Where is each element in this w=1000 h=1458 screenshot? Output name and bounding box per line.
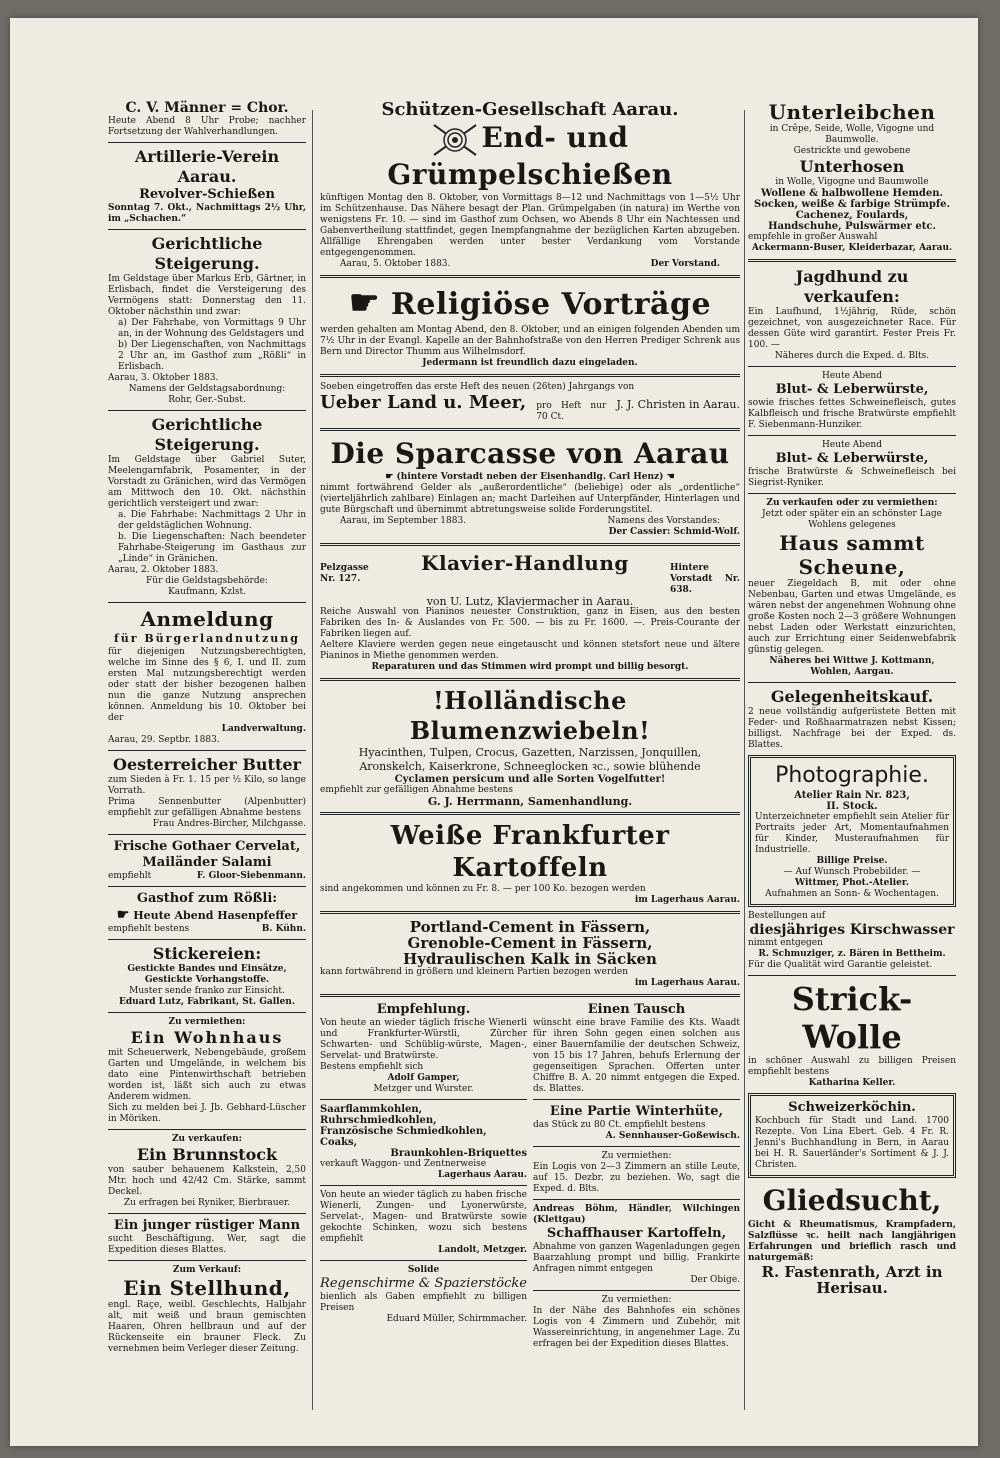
- ad-signature: im Lagerhaus Aarau.: [634, 977, 740, 988]
- ad-mann: [108, 1218, 306, 1256]
- subcolumn-right: [533, 1002, 740, 1350]
- divider: [320, 374, 740, 377]
- ad-text: Handschuhe, Pulswärmer etc.: [768, 221, 936, 232]
- ad-address: Pelzgasse Nr. 127.: [320, 562, 369, 584]
- ad-title: Ein Stellhund,: [123, 1276, 291, 1300]
- ad-text: neuer Ziegeldach B, mit oder ohne Nebenbau, Garten und etwas Umgelände, es wären nebst der angenehmen Wohnung ohne große Kosten noch 2—3 größere Wohnungen nebst Laden oder Werkstatt einzurichten, auch zur Errichtung einer Seidenwebfabrik günstig gelegen.: [748, 579, 956, 655]
- ad-signature: Zu erfragen bei Ryniker, Bierbrauer.: [123, 1198, 291, 1208]
- ad-text: — Auf Wunsch Probebilder. —: [783, 867, 921, 877]
- divider: [320, 678, 740, 681]
- ad-title: Stickereien:: [152, 944, 262, 963]
- ad-cervelat: [108, 839, 306, 882]
- ad-title: Frische Gothaer Cervelat,: [113, 839, 301, 854]
- ad-signature: Näheres bei Wittwe J. Kottmann, Wohlen, Aargau.: [769, 656, 935, 677]
- ad-text: Cachenez, Foulards,: [795, 210, 909, 221]
- ad-signature: Namens des Vorstandes:: [607, 515, 720, 526]
- ad-text: Von heute an wieder täglich frische Wienerli und Frankfurter-Würstli, Zürcher Schwarten- und Schüblig-würste, Magen-, Servelat- und Bratwürste.: [320, 1017, 527, 1061]
- divider: [320, 812, 740, 815]
- ad-pretitle: Zu verkaufen oder zu vermiethen:: [766, 498, 938, 508]
- divider: [108, 1129, 306, 1130]
- ad-text: Ein Logis von 2—3 Zimmern an stille Leute, auf 15. Dezbr. zu beziehen. Wo, sagt die Exped. d. Blts.: [533, 1161, 740, 1194]
- ad-text: Jetzt oder später ein an schönster Lage Wohlens gelegenes: [762, 509, 942, 530]
- ad-unterleibchen: [748, 100, 956, 254]
- ad-winterhuete: [533, 1104, 740, 1142]
- ad-text: 2 neue vollständig aufgerüstete Betten mit Feder- und Roßhaarmatrazen nebst Kissen; billigst. Nachfrage bei der Exped. ds. Blattes.: [748, 707, 956, 750]
- ad-signature: Der Obige.: [690, 1274, 740, 1285]
- ad-item: b. Die Liegenschaften: Nach beendeter Fahrhabe-Steigerung im Gasthaus zur „Linde“ in Gränichen.: [118, 532, 306, 564]
- ad-title: Gerichtliche Steigerung.: [151, 415, 263, 454]
- ad-text: sind angekommen und können zu Fr. 8. — per 100 Ko. bezogen werden: [320, 883, 646, 894]
- ad-title: Oesterreicher Butter: [113, 755, 301, 774]
- ad-text: engl. Raçe, weibl. Geschlechts, Halbjahr alt, mit weiß und braun gemischten Haaren, Ohren hellbraun und auf der Rückenseite ein brauner Fleck. Zu vernehmen beim Verleger dieser Zeitung.: [108, 1300, 306, 1354]
- ad-title: !Holländische Blumenzwiebeln!: [409, 685, 651, 745]
- ad-title: Photographie.: [775, 763, 929, 788]
- ad-text: Im Geldstage über Markus Erb, Gärtner, in Erlisbach, findet die Versteigerung des Vermögens statt: Donnerstag den 11. Oktober nächsthin und zwar:: [108, 274, 306, 317]
- ad-address: (hintere Vorstadt neben der Eisenhandlg. Carl Henz): [396, 471, 664, 482]
- ad-text: empfiehlt: [108, 871, 152, 881]
- ad-title: Jagdhund zu verkaufen:: [795, 267, 909, 306]
- ad-text: Abnahme von ganzen Wagenladungen gegen Baarzahlung prompt und billig. Frankirte Anfragen nimmt entgegen: [533, 1241, 740, 1274]
- ad-text: Soeben eingetroffen das erste Heft des neuen (26ten) Jahrgangs von: [320, 381, 635, 392]
- ad-text: In der Nähe des Bahnhofes ein schönes Logis von 4 Zimmern und Zubehör, mit Wassereinrichtung, in angenehmer Lage. Zu erfragen bei der Expedition dieses Blattes.: [533, 1305, 740, 1349]
- ad-leberwuerste-2: [748, 440, 956, 489]
- ad-text: künftigen Montag den 8. Oktober, von Vormittags 8—12 und Nachmittags von 1—5½ Uhr im Schützenhause. Das Nähere besagt der Plan. Grümpelgaben (in natura) im Werthe von wenigstens Fr. 10. — sind im Gasthof zum Ochsen, wo Abends 8 Uhr ein Nachtessen und Gabenvertheilung stattfindet, gegen Inempfangnahme der bezüglichen Karten abzugeben. Allfällige Ehrengaben werden unter bester Verdankung vom Vorstande entgegengenommen.: [320, 192, 740, 258]
- ad-text: Heute Abend Hasenpfeffer: [133, 909, 298, 922]
- ad-text: Hyacinthen, Tulpen, Crocus, Gazetten, Narzissen, Jonquillen,: [358, 745, 702, 759]
- pointing-hand-icon: ☛: [348, 282, 380, 323]
- divider: [320, 275, 740, 278]
- ad-text: verkauft Waggon- und Zentnerweise: [320, 1158, 487, 1169]
- ad-pretitle: Zum Verkauf:: [172, 1265, 242, 1275]
- divider: [320, 911, 740, 914]
- ad-signature: Kaufmann, Kzlst.: [168, 587, 246, 597]
- ad-pretitle: Heute Abend: [822, 440, 882, 450]
- ad-signature: Rohr, Ger.-Subst.: [168, 395, 246, 405]
- ad-title: Blut- & Leberwürste,: [775, 382, 929, 397]
- newspaper-page: [10, 18, 978, 1446]
- ad-text: Prima Sennenbutter (Alpenbutter) empfiehlt zur gefälligen Abnahme bestens: [108, 797, 306, 818]
- ad-text: bienlich als Gaben empfiehlt zu billigen Preisen: [320, 1291, 527, 1313]
- ad-title: Schützen-Gesellschaft Aarau.: [381, 100, 679, 120]
- ad-schaffhauser: [533, 1204, 740, 1286]
- divider: [748, 435, 956, 436]
- ad-signature: im Lagerhaus Aarau.: [634, 894, 740, 905]
- ad-date: Aarau, 5. Oktober 1883.: [340, 258, 451, 269]
- ad-text: Gestickte Bandes und Einsätze, Gestickte Vorhangstoffe.: [127, 964, 287, 985]
- divider: [108, 229, 306, 230]
- ad-text: zum Sieden à Fr. 1. 15 per ½ Kilo, so lange Vorrath.: [108, 775, 306, 796]
- ad-signature: Eduard Müller, Schirmmacher.: [386, 1313, 527, 1324]
- ad-gliedsucht: [748, 1182, 956, 1296]
- divider: [533, 1290, 740, 1291]
- divider: [533, 1199, 740, 1200]
- ad-photographie: [748, 755, 956, 907]
- ad-pretitle: Zu verkaufen:: [171, 1134, 243, 1144]
- ad-title: Strick-Wolle: [791, 980, 913, 1056]
- column-rule: [744, 110, 745, 1410]
- ad-steigerung-suter: [108, 415, 306, 598]
- ad-maennerchor: [108, 100, 306, 138]
- ad-title: Ueber Land u. Meer,: [320, 391, 527, 413]
- ad-pretitle: Zu vermiethen:: [168, 1017, 246, 1027]
- ad-title: Eine Partie Winterhüte,: [549, 1103, 724, 1119]
- ad-text: nimmt entgegen: [748, 938, 823, 948]
- ad-text: Unterzeichneter empfiehlt sein Atelier für Portraits jeder Art, Momentaufnahmen für Kinder, Musteraufnahmen für Industrielle.: [755, 812, 949, 855]
- ad-stickereien: [108, 944, 306, 1008]
- ad-signature: Für die Geldstagsbehörde:: [146, 576, 268, 586]
- column-rule: [312, 110, 313, 1410]
- divider: [108, 939, 306, 940]
- ad-steigerung-erb: [108, 234, 306, 406]
- ad-text: Sonntag 7. Okt., Nachmittags 2½ Uhr, im „Schachen.“: [108, 203, 306, 224]
- ad-text: frische Bratwürste & Schweinefleisch bei Siegrist-Ryniker.: [748, 467, 956, 488]
- divider: [108, 750, 306, 751]
- divider: [108, 1213, 306, 1214]
- ad-text: Aronskelch, Kaiserkrone, Schneeglocken ꝛc., sowie blühende: [359, 759, 701, 773]
- ad-gelegenheitskauf: [748, 687, 956, 751]
- ad-title: Unterhosen: [799, 157, 905, 176]
- ad-sparcasse: [320, 436, 740, 538]
- divider: [533, 1099, 740, 1100]
- ad-text: Reparaturen und das Stimmen wird prompt und billig besorgt.: [371, 661, 689, 672]
- ad-item: a) Der Fahrhabe, von Vormittags 9 Uhr an, in der Wohnung des Geldstagers und: [118, 318, 306, 339]
- ad-item: b) Der Liegenschaften, von Nachmittags 2 Uhr an, im Gasthof zum „Rößli“ in Erlisbach.: [118, 340, 306, 372]
- ad-text: Ein Laufhund, 1½jährig, Rüde, schön gezeichnet, von ausgezeichneter Race. Für dessen Güte wird garantirt. Fester Preis Fr. 100. —: [748, 307, 956, 350]
- ad-address: Atelier Rain Nr. 823,: [794, 790, 910, 801]
- ad-logis2: [533, 1295, 740, 1350]
- ad-subtitle: für Bürgerlandnutzung: [114, 632, 300, 645]
- ad-pretitle: Andreas Böhm, Händler, Wilchingen (Klettgau): [533, 1203, 740, 1225]
- ad-kirschwasser: [748, 911, 956, 971]
- divider: [748, 682, 956, 683]
- ad-price: pro Heft nur 70 Ct.: [536, 400, 607, 422]
- ad-cement: [320, 919, 740, 989]
- ad-title: Gliedsucht,: [762, 1184, 942, 1217]
- ad-text: Coaks,: [320, 1136, 358, 1148]
- ad-date: Aarau, 2. Oktober 1883.: [108, 565, 219, 575]
- pointing-hand-icon: ☛: [385, 471, 394, 482]
- ad-text: wünscht eine brave Familie des Kts. Waadt für ihren Sohn gegen einen solchen aus einer Bauernfamilie der deutschen Schweiz, von 15 bis 17 Jahren, behufs Erlernung der gegenseitigen Sprachen. Offerten unter Chiffre B. A. 20 nimmt entgegen die Exped. ds. Blattes.: [533, 1017, 740, 1094]
- ad-title: Artillerie-Verein Aarau.: [134, 147, 280, 186]
- ad-empfehlung: [320, 1002, 527, 1095]
- ad-signature: R. Schmuziger, z. Bären in Bettheim.: [758, 949, 946, 959]
- ad-text: in Wolle, Vigogne und Baumwolle: [775, 177, 929, 187]
- ad-text: Heute Abend 8 Uhr Probe; nachher Fortsetzung der Wahlverhandlungen.: [108, 116, 306, 137]
- ad-title: Einen Tausch: [587, 1001, 686, 1017]
- ad-tausch: [533, 1002, 740, 1095]
- ad-title: Klavier-Handlung: [421, 550, 629, 575]
- ad-signature: G. J. Herrmann, Samenhandlung.: [427, 794, 633, 808]
- ad-wohnhaus: [108, 1017, 306, 1125]
- ad-date: Aarau, 3. Oktober 1883.: [108, 373, 219, 383]
- ad-kochbuch: [748, 1093, 956, 1178]
- ad-text: empfehle in großer Auswahl: [748, 232, 878, 242]
- divider: [533, 1146, 740, 1147]
- divider: [108, 886, 306, 887]
- ad-text: Braunkohlen-Briquettes: [390, 1147, 527, 1159]
- ad-title: Religiöse Vorträge: [390, 286, 712, 322]
- ad-signature: Sich zu melden bei J. Jb. Gebhard-Lüscher in Möriken.: [108, 1103, 306, 1124]
- ad-signature: Namens der Geldstagsabordnung:: [128, 384, 286, 394]
- ad-title: Gerichtliche Steigerung.: [151, 234, 263, 273]
- ad-vortraege: [320, 283, 740, 369]
- ad-title: Haus sammt Scheune,: [779, 531, 925, 579]
- ad-text: Reiche Auswahl von Pianinos neuester Construktion, ganz in Eisen, aus den besten Fabriken des In- & Auslandes von Fr. 500. — bis zu Fr. 1600. —. Preis-Courante der Fabriken liegen auf.: [320, 606, 740, 639]
- ad-title: Empfehlung.: [376, 1001, 471, 1017]
- ad-date: Aarau, 29. Septbr. 1883.: [108, 735, 220, 745]
- ad-title: Hydraulischen Kalk in Säcken: [403, 949, 657, 968]
- ad-pretitle: Solide: [407, 1264, 440, 1275]
- ad-signature: Wittmer, Phot.-Atelier.: [795, 878, 909, 888]
- ad-ueberland: [320, 382, 740, 423]
- ad-text: empfiehlt zur gefälligen Abnahme bestens: [320, 784, 513, 795]
- divider: [108, 1260, 306, 1261]
- ad-title: Gasthof zum Rößli:: [136, 891, 278, 906]
- ad-leberwuerste-1: [748, 371, 956, 431]
- ad-title: Ein Wohnhaus: [130, 1028, 284, 1047]
- ad-title: diesjähriges Kirschwasser: [749, 922, 955, 938]
- ad-item: a. Die Fahrhabe: Nachmittags 2 Uhr in der geldstäglichen Wohnung.: [118, 510, 306, 531]
- divider: [108, 834, 306, 835]
- ad-text: Gicht & Rheumatismus, Krampfadern, Salzflüsse ꝛc. heilt nach langjährigen Erfahrungen und brieflich rasch und naturgemäß:: [748, 1220, 956, 1263]
- ad-artillerie: [108, 147, 306, 225]
- ad-schuetzen: [320, 100, 740, 270]
- ad-text: in schöner Auswahl zu billigen Preisen empfiehlt bestens: [748, 1056, 956, 1077]
- ad-text: Für die Qualität wird Garantie geleistet.: [748, 960, 933, 970]
- ad-haus-scheune: [748, 498, 956, 678]
- divider: [748, 366, 956, 367]
- ad-text: Aufnahmen an Sonn- & Wochentagen.: [765, 889, 939, 899]
- ad-signature: F. Gloor-Siebenmann.: [196, 871, 306, 881]
- divider: [320, 1099, 527, 1100]
- ad-brunnstock: [108, 1134, 306, 1209]
- ad-subtitle: Revolver-Schießen: [139, 187, 275, 202]
- divider: [320, 994, 740, 997]
- column-left: [108, 100, 306, 1355]
- ad-signature: Landverwaltung.: [221, 724, 306, 734]
- ad-title: C. V. Männer = Chor.: [125, 100, 289, 116]
- ad-text: nimmt fortwährend Gelder als „außerordentliche“ (beliebige) oder als „ordentliche“ (vierteljährlich zahlbare) Einlagen an; macht Darleihen auf Unterpfänder, Hinterlagen und gute Bürgschaft und übernimmt abtretungsweise solide Forderungstitel.: [320, 482, 740, 515]
- divider: [108, 1012, 306, 1013]
- divider: [320, 543, 740, 546]
- divider: [320, 428, 740, 431]
- ad-stellhund: [108, 1265, 306, 1355]
- ad-text: werden gehalten am Montag Abend, den 8. Oktober, und an einigen folgenden Abenden um 7½ Uhr in der Evangl. Kapelle an der Bahnhofstraße von den Herren Prediger Schrenk aus Bern und Director Thumm aus Wilhelmsdorf.: [320, 324, 740, 357]
- ad-text: mit Scheuerwerk, Nebengebäude, großem Garten und Umgelände, in welchem bis dato eine Pintenwirthschaft betrieben worden ist, läßt sich auch zu etwas Anderem widmen.: [108, 1048, 306, 1102]
- ad-text: Ruhrschmiedkohlen,: [320, 1114, 437, 1126]
- ad-signature: Ackermann-Buser, Kleiderbazar, Aarau.: [751, 243, 953, 253]
- ad-headline: End- und Grümpelschießen: [387, 121, 673, 191]
- ad-text: Aeltere Klaviere werden gegen neue eingetauscht und können stetsfort neue und ältere Pianinos in Miethe genommen werden.: [320, 639, 740, 661]
- ad-logis: [533, 1151, 740, 1195]
- ad-text: Gestrickte und gewobene: [793, 146, 911, 156]
- ad-text: von U. Lutz, Klaviermacher in Aarau.: [426, 594, 634, 608]
- ad-pretitle: Zu vermiethen:: [601, 1294, 672, 1305]
- ad-text: Im Geldstage über Gabriel Suter, Meelengarnfabrik, Posamenter, in der Vorstadt zu Gränichen, wird das Vermögen am Mittwoch den 10. Okt. nächsthin gerichtlich versteigert und zwar:: [108, 455, 306, 509]
- ad-title: Gelegenheitskauf.: [770, 687, 934, 706]
- ad-klavier: [320, 551, 740, 673]
- ad-signature: Metzger und Wurster.: [373, 1083, 474, 1094]
- ad-signature: B. Kühn.: [261, 924, 306, 934]
- ad-text: Jedermann ist freundlich dazu eingeladen.: [422, 357, 638, 368]
- ad-date: Aarau, im September 1883.: [340, 515, 467, 526]
- divider: [108, 602, 306, 603]
- ad-pretitle: Bestellungen auf: [748, 911, 826, 921]
- ad-title: Schweizerköchin.: [788, 1100, 916, 1115]
- divider: [108, 410, 306, 411]
- ad-text: Socken, weiße & farbige Strümpfe.: [753, 199, 950, 210]
- ad-title: Unterleibchen: [768, 100, 936, 124]
- ad-text: in Crêpe, Seide, Wolle, Vigogne und Baumwolle.: [769, 124, 935, 145]
- ad-text: sowie frisches fettes Schweinefleisch, gutes Kalbfleisch und frische Bratwürste empfiehlt F. Siebenmann-Hunziker.: [748, 398, 956, 430]
- ad-text: für diejenigen Nutzungsberechtigten, welche im Sinne des § 6, I. und II. zum ersten Mal nutzungsberechtigt werden oder statt der bisher bezogenen halben nun die ganze Nutzung ansprechen können. Anmeldung bis 10. Oktober bei der: [108, 647, 306, 723]
- subcolumn-left: [320, 1002, 527, 1350]
- ad-text: kann fortwährend in größern und kleinern Partien bezogen werden: [320, 966, 629, 977]
- ad-address: Hintere Vorstadt Nr. 638.: [669, 562, 740, 595]
- ad-title: Portland-Cement in Fässern,: [409, 917, 651, 936]
- ad-text: Cyclamen persicum und alle Sorten Vogelfutter!: [394, 773, 666, 785]
- ad-title: Schaffhauser Kartoffeln,: [546, 1225, 727, 1241]
- ad-signature: Frau Andres-Bircher, Milchgasse.: [152, 819, 306, 829]
- divider: [108, 142, 306, 143]
- column-center: [320, 100, 740, 1350]
- ad-wienerli: [320, 1190, 527, 1256]
- ad-title: Die Sparcasse von Aarau: [330, 436, 730, 470]
- ad-title: Mailänder Salami: [142, 855, 272, 870]
- divider: [320, 1260, 527, 1261]
- pointing-hand-icon: ☛: [116, 907, 130, 923]
- ad-title: Blut- & Leberwürste,: [775, 451, 929, 466]
- ad-signature: Der Cassier: Schmid-Wolf.: [608, 526, 740, 537]
- ad-pretitle: Zu vermiethen:: [601, 1150, 672, 1161]
- ad-signature: R. Fastenrath, Arzt in Herisau.: [761, 1263, 943, 1296]
- ad-title: Regenschirme & Spazierstöcke: [320, 1275, 527, 1291]
- ad-text: empfiehlt bestens: [108, 924, 190, 934]
- ad-title: Anmeldung: [140, 607, 274, 631]
- ad-text: Kochbuch für Stadt und Land. 1700 Rezepte. Von Lina Ebert. Geb. 4 Fr. R. Jenni's Buchhandlung in Bern, in Aarau bei H. R. Sauerländer's Sortiment & J. J. Christen.: [755, 1116, 949, 1170]
- ad-address: II. Stock.: [826, 801, 878, 812]
- ad-title: Weiße Frankfurter Kartoffeln: [390, 820, 670, 883]
- ad-roessli: [108, 891, 306, 935]
- ad-text: sucht Beschäftigung. Wer, sagt die Expedition dieses Blattes.: [108, 1234, 306, 1255]
- ad-kartoffeln: [320, 820, 740, 906]
- ad-blumenzwiebeln: [320, 686, 740, 807]
- ad-text: Muster sende franko zur Einsicht.: [129, 986, 285, 996]
- pointing-hand-icon: ☚: [666, 471, 675, 482]
- divider: [748, 259, 956, 262]
- ad-text: von sauber behauenem Kalkstein, 2,50 Mtr. hoch und 42/42 Cm. Stärke, sammt Deckel.: [108, 1165, 306, 1197]
- ad-signature: Katharina Keller.: [808, 1078, 896, 1088]
- divider: [320, 1185, 527, 1186]
- ad-anmeldung: [108, 607, 306, 746]
- ad-title: Grenoble-Cement in Fässern,: [407, 933, 653, 952]
- ad-signature: A. Sennhauser-Goßewisch.: [605, 1130, 740, 1141]
- ad-signature: Adolf Gamper,: [387, 1072, 460, 1083]
- ad-signature: Eduard Lutz, Fabrikant, St. Gallen.: [118, 997, 295, 1007]
- ad-pretitle: Heute Abend: [822, 371, 882, 381]
- ad-signature: Lagerhaus Aarau.: [437, 1169, 527, 1180]
- ad-title: Ein junger rüstiger Mann: [113, 1218, 301, 1233]
- ad-jagdhund: [748, 267, 956, 362]
- ad-signature: Bestens empfiehlt sich: [320, 1061, 424, 1072]
- ad-text: Von heute an wieder täglich zu haben frische Wienerli, Zungen- und Lyonerwürste, Servelat-, Magen- und Bratwürste sowie gekochte Schinken, wozu sich bestens empfiehlt: [320, 1189, 527, 1244]
- ad-strickwolle: [748, 980, 956, 1089]
- ad-butter: [108, 755, 306, 830]
- ad-text: Wollene & halbwollene Hemden.: [760, 188, 944, 199]
- ad-text: Französische Schmiedkohlen,: [320, 1125, 487, 1137]
- ad-text: Saarflammkohlen,: [320, 1103, 423, 1115]
- ad-signature: J. J. Christen in Aarau.: [616, 397, 740, 411]
- shooting-target-icon: [432, 123, 478, 157]
- divider: [748, 493, 956, 494]
- ad-kohlen: [320, 1104, 527, 1181]
- column-right: [748, 100, 956, 1296]
- ad-title: Ein Brunnstock: [136, 1145, 278, 1164]
- ad-schirme: [320, 1265, 527, 1325]
- divider: [748, 975, 956, 976]
- ad-signature: Landolt, Metzger.: [438, 1244, 527, 1255]
- ad-text: das Stück zu 80 Ct. empfiehlt bestens: [533, 1119, 706, 1130]
- ad-signature: Näheres durch die Exped. d. Blts.: [774, 351, 930, 361]
- ad-signature: Der Vorstand.: [650, 258, 720, 269]
- ad-text: Billige Preise.: [816, 856, 888, 866]
